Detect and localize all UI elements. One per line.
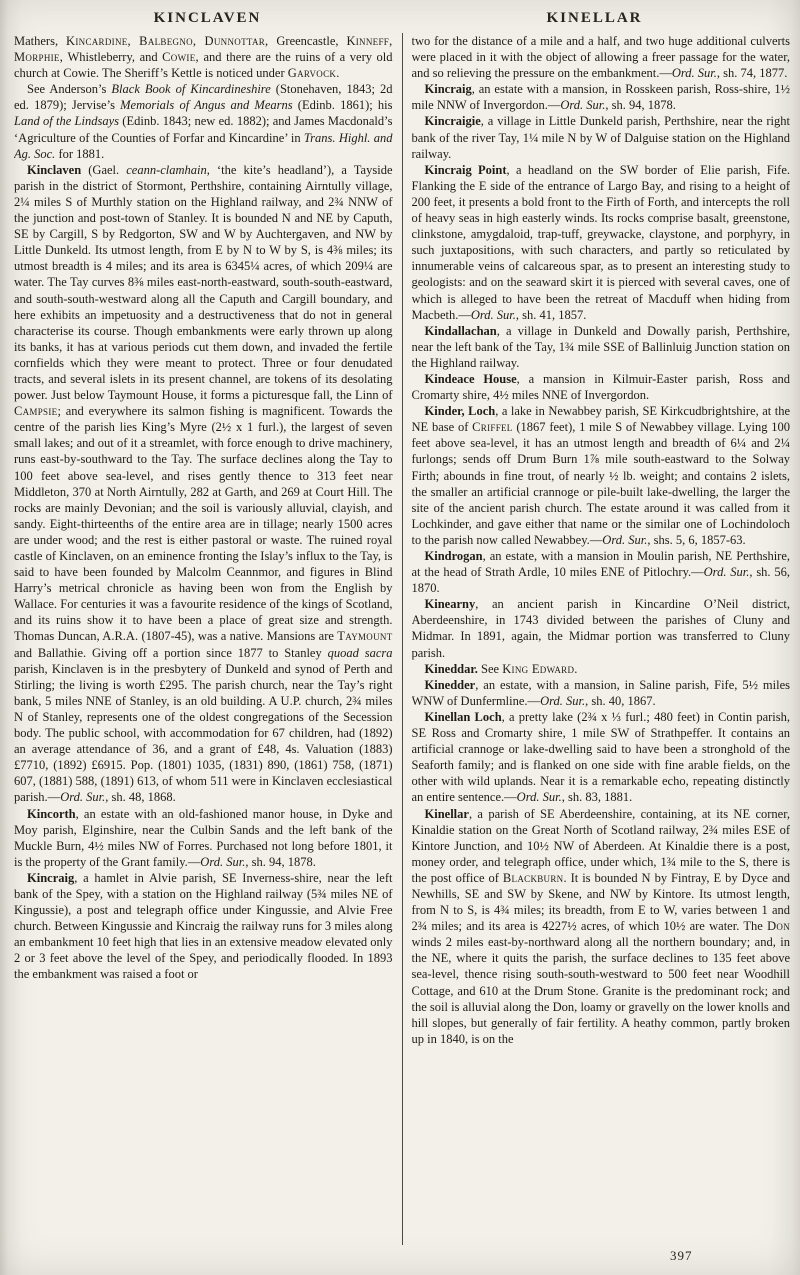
- column-left: [14, 33, 393, 1245]
- text-run: parish, Kinclaven is in the presbytery of Dunkeld and synod of Perth and Stirling; the living is worth £295. The parish church, near the Tay’s right bank, 5 miles NNE of Stanley, is an old building. A U.P. church, 2¾ miles N of Stanley, represents one of the oldest congregations of the Secession body. The public school, with accommodation for 67 children, had (1892) an average attendance of 36, and a grant of £48, 4s. Valuation (1883) £7710, (1892) £6915. Pop. (1801) 1035, (1831) 890, (1861) 758, (1871) 607, (1881) 588, (1891) 613, of whom 511 were in Kinclaven ecclesiastical parish.—: [14, 661, 393, 805]
- text-run: for 1881.: [55, 146, 105, 161]
- text-run: (Edinb. 1861); his: [292, 98, 393, 113]
- paragraph: [412, 661, 791, 677]
- entry-headword: Kinder, Loch: [424, 404, 496, 419]
- text-run: , an estate with an old-fashioned manor house, in Dyke and Moy parish, Elginshire, near the Culbin Sands and the left bank of the Muckle Burn, 4½ miles NW of Forres. Purchased not long before 1801, it is the property of the Grant family.—: [14, 806, 393, 869]
- text-run: , a pretty lake (2¾ x ⅓ furl.; 480 feet) in Contin parish, SE Ross and Cromarty shire, 1 mile SW of Strathpeffer. It contains an artificial crannoge or lake-dwelling said to have been a stronghold of the Seaforth family; and is flanked on one side with fine arable fields, on the other with wild uplands. Near it is a remarkable echo, repeating distinctly an entire sentence.—: [411, 709, 790, 805]
- paragraph: [412, 403, 791, 548]
- text-run: See: [477, 661, 503, 676]
- text-run: Trans. Highl. and Ag. Soc.: [14, 130, 393, 161]
- text-run: , an estate with a mansion, in Rosskeen parish, Ross-shire, 1½ mile NNW of Invergordon.—: [411, 82, 790, 113]
- text-run: .: [574, 661, 578, 676]
- text-run: , an ancient parish in Kincardine O’Neil district, Aberdeenshire, in 1743 divided between the parishes of Cluny and Midmar. In 1891, again, the Midmar portion was transferred to Cluny parish.: [411, 597, 790, 660]
- text-run: (1867 feet), 1 mile S of Newabbey village. Lying 100 feet above sea-level, it has an utmost length and breadth of 6¼ and 2¼ furlongs; sends off Drum Burn 1⅞ mile south-eastward to the Solway Firth; abounds in fine trout, of nearly ½ lb. weight; and contains 2 islets, the smaller an artificial crannoge or pile-built lake-dwelling, the larger the site of the ancient parish church. The estate around it was called from it Lochkinder, and gave either that name or the similar one of Lochindoloch to the parish now called Newabbey.—: [411, 420, 790, 547]
- left-running-head: KINCLAVEN: [153, 10, 262, 26]
- text-run: quoad sacra: [327, 645, 393, 660]
- text-run: ; and everywhere its salmon fishing is magnificent. Towards the centre of the parish lies King’s Myre (2½ x 1 furl.), the largest of seven small lakes; and out of it a streamlet, with force enough to drive machinery, runs east-by-southward to the Tay. The surface declines along the Tay to 100 feet above sea-level, and rises gently thence to 313 feet near Middleton, 370 at North Airntully, 282 at Garth, and 269 at Court Hill. The rocks are mainly Devonian; and the soil is variously alluvial, clayish, and sandy. Eight-thirteenths of the entire area are in tillage; nearly 1500 acres are under wood; and the rest is either pastoral or waste. The ruined royal castle of Kinclaven, on an eminence fronting the Islay’s influx to the Tay, is said to have been founded by Malcolm Ceannmor, and figures in Blind Harry’s metrical chronicle as having been won from the English by Wallace. For centuries it was a favourite residence of the kings of Scotland, and its ruins show it to have been a place of great size and strength. Thomas Duncan, A.R.A. (1807-45), was a native. Mansions are: [14, 404, 393, 644]
- text-run: , ‘the kite’s headland’), a Tayside parish in the district of Stormont, Perthshire, containing Airntully village, 2¼ miles S of Murthly station on the Highland railway, and 2¾ NNW of the junction and post-town of Stanley. It is bounded N and NE by Caputh, SE by Cargill, S by Redgorton, SW and W by Auchtergaven, and NW by Little Dunkeld. Its utmost length, from E by N to W by S, is 4⅜ miles; its utmost breadth is 4 miles; and its area is 6345¼ acres, of which 209¼ are water. The Tay curves 8⅜ miles east-north-eastward, south-south-eastward, and south-south-westward along all the Caputh and Cargill boundary, and here exhibits an impetuosity and a destructiveness that do not in general characterise its course. Though embankments were early thrown up along its banks, it has at various periods cut them down, and invaded the fertile cornfields which they were meant to protect. Three or four denudated tracts, and several islets in its present channel, are tokens of its desolating power. Just below Taymount House, it forms a picturesque fall, the Linn of: [14, 162, 393, 403]
- paragraph: [412, 677, 791, 709]
- running-heads: [0, 0, 800, 31]
- text-run: (Edinb. 1843; new ed. 1882); and James Macdonald’s ‘Agriculture of the Counties of Forfar and Kincardine’ in: [14, 114, 393, 145]
- cross-reference: Blackburn: [502, 870, 564, 885]
- text-run: Ord. Sur.: [540, 693, 586, 708]
- text-run: (Stonehaven, 1843; 2d ed. 1879); Jervise’s: [14, 82, 393, 113]
- text-run: , an estate, with a mansion in Moulin parish, NE Perthshire, at the head of Strath Ardle, 10 miles ENE of Pitlochry.—: [411, 549, 790, 580]
- text-run: , shs. 5, 6, 1857-63.: [647, 532, 746, 547]
- cross-reference: Criffel: [472, 420, 513, 435]
- text-run: Ord. Sur.: [200, 854, 246, 869]
- text-run: , a headland on the SW border of Elie parish, Fife. Flanking the E side of the entrance of Largo Bay, and rising to a height of 200 feet, it presents a bold front to the Firth of Forth, and intercepts the roll of heavy seas in high easterly winds. Its rocks comprise basalt, greenstone, clinkstone, amygdaloid, trap-tuff, greywacke, claystone, and porphyry, in such juxtapositions, with such characters, and partly so reticulated by innumerable veins of calcareous spar, as to present an interesting study to geologists: and on the seaward skirt it is pierced with several caves, one of which is alleged to have been the retreat of Macduff when hiding from Macbeth.—: [411, 162, 790, 322]
- text-run: Ord. Sur.: [671, 66, 717, 81]
- paragraph: [412, 371, 791, 403]
- text-run: ceann-clamhain: [126, 162, 207, 177]
- text-run: , sh. 41, 1857.: [515, 307, 587, 322]
- paragraph: [412, 806, 791, 1047]
- cross-reference: Taymount: [337, 629, 393, 644]
- paragraph: [412, 548, 791, 596]
- text-run: Memorials of Angus and Mearns: [120, 98, 293, 113]
- entry-headword: Kincraig: [424, 82, 472, 97]
- cross-reference: Kinneff, Morphie,: [14, 34, 393, 65]
- text-run: Land of the Lindsays: [14, 114, 120, 129]
- text-run: winds 2 miles east-by-northward along all the northern boundary; and, in the NE, where it quits the parish, the surface declines to 135 feet above sea-level, thence rising south-south-westward to 500 feet near Woodhill Cottage, and 610 at the Drum Stone. Granite is the predominant rock; and the soil is alluvial along the Don, loamy or gravelly on the lower knolls and hill slopes, but generally of fair fertility. A heathy common, partly broken up in 1840, is on the: [411, 935, 790, 1046]
- text-run: Ord. Sur.: [470, 307, 516, 322]
- entry-headword: Kinellan Loch: [424, 709, 502, 724]
- cross-reference: Garvock.: [287, 66, 340, 81]
- text-run: Greencastle,: [268, 34, 347, 48]
- text-run: and Ballathie. Giving off a portion since 1877 to Stanley: [14, 645, 328, 660]
- paragraph: [412, 162, 791, 323]
- text-run: , a mansion in Kilmuir-Easter parish, Ross and Cromarty shire, 4½ miles NNE of Invergordon.: [411, 371, 790, 403]
- entry-headword: Kineddar.: [424, 661, 478, 676]
- text-run: , a village in Little Dunkeld parish, Perthshire, near the right bank of the river Tay, 1¼ mile N by W of Dalguise station on the Highland railway.: [411, 114, 790, 161]
- text-columns: [0, 31, 800, 1245]
- entry-headword: Kinclaven: [27, 162, 82, 177]
- text-run: , sh. 74, 1877.: [716, 66, 788, 81]
- entry-headword: Kincraig Point: [424, 162, 507, 177]
- text-run: , a parish of SE Aberdeenshire, containing, at its NE corner, Kinaldie station on the Great North of Scotland railway, 2¾ miles ESE of Kintore Junction, and 10½ NW of Aberdeen. At Kinaldie there is a post, money order, and telegraph office, under which, 1¾ mile to the S, there is the post office of: [411, 806, 790, 885]
- paragraph: [14, 33, 393, 81]
- text-run: , sh. 40, 1867.: [585, 693, 656, 708]
- text-run: , sh. 83, 1881.: [561, 790, 633, 805]
- paragraph: [14, 870, 393, 983]
- paragraph: [14, 162, 393, 806]
- text-run: . It is bounded N by Fintray, E by Dyce and Newhills, SE and SW by Skene, and NW by Kintore. Its utmost length, from N to S, is 4¾ miles; its breadth, from E to W, varies between 1 and 2¾ miles; and its area is 4227½ acres, of which 10½ are water. The: [411, 870, 790, 934]
- text-run: , sh. 94, 1878.: [605, 98, 676, 113]
- paragraph: [412, 596, 791, 660]
- text-run: Black Book of Kincardineshire: [111, 82, 271, 97]
- text-run: , sh. 94, 1878.: [245, 854, 316, 869]
- text-run: and there are the ruins of a very old church at Cowie. The Sheriff’s Kettle is noticed under: [14, 50, 393, 81]
- entry-headword: Kinedder: [424, 677, 476, 692]
- text-run: Ord. Sur.: [602, 532, 648, 547]
- text-run: , sh. 48, 1868.: [105, 790, 176, 805]
- cross-reference: Don: [767, 919, 790, 934]
- column-divider-rule: [402, 33, 403, 1245]
- cross-reference: Cowie,: [162, 50, 199, 65]
- entry-headword: Kincraig: [27, 870, 75, 885]
- text-run: Ord. Sur.: [60, 790, 106, 805]
- entry-headword: Kincraigie: [424, 114, 481, 129]
- cross-reference: Kincardine, Balbegno, Dunnottar,: [66, 34, 269, 48]
- entry-headword: Kinellar: [424, 806, 469, 821]
- text-run: (Gael.: [81, 162, 127, 177]
- text-run: two for the distance of a mile and a half, and two huge additional culverts were placed in it with the object of allowing a freer passage for the water, and so relieving the pressure on the embankment.—: [411, 34, 790, 81]
- entry-headword: Kindeace House: [424, 371, 517, 386]
- text-run: , a lake in Newabbey parish, SE Kirkcudbrightshire, at the NE base of: [411, 404, 790, 435]
- paragraph: [412, 709, 791, 806]
- paragraph: [412, 113, 791, 161]
- text-run: , a hamlet in Alvie parish, SE Inverness-shire, near the left bank of the Spey, with a station on the Highland railway (5¾ miles NE of Kingussie), a post and telegraph office under Kingussie, and Alvie Free church. Between Kingussie and Kincraig the railway runs for 3 miles along an embankment 10 feet high that lies in an extensive meadow elevated only 2 or 3 feet above the level of the Spey, and periodically flooded. In 1893 the embankment was raised a foot or: [14, 870, 393, 982]
- text-run: , a village in Dunkeld and Dowally parish, Perthshire, near the left bank of the Tay, 1¾ mile SSE of Ballinluig Junction station on the Highland railway.: [411, 323, 790, 370]
- entry-headword: Kindrogan: [424, 549, 483, 563]
- paragraph: [14, 81, 393, 161]
- text-run: , sh. 56, 1870.: [411, 565, 790, 596]
- page-number: 397: [670, 1248, 693, 1263]
- paragraph: [412, 33, 791, 81]
- cross-reference: Campsie: [14, 404, 58, 419]
- entry-headword: Kinearny: [424, 597, 476, 612]
- entry-headword: Kincorth: [27, 806, 76, 821]
- right-running-head: KINELLAR: [546, 10, 643, 26]
- text-run: Mathers,: [14, 34, 67, 48]
- column-left-text: [14, 33, 393, 983]
- text-run: Whistleberry, and: [63, 50, 163, 65]
- text-run: See Anderson’s: [27, 82, 112, 97]
- paragraph: [412, 81, 791, 113]
- text-run: Ord. Sur.: [560, 98, 606, 113]
- paragraph: [412, 323, 791, 371]
- column-right: [412, 33, 791, 1245]
- text-run: Ord. Sur.: [703, 565, 750, 580]
- paragraph: [14, 806, 393, 870]
- cross-reference: King Edward: [502, 661, 575, 676]
- text-run: Ord. Sur.: [516, 790, 562, 805]
- column-right-text: [412, 33, 791, 1047]
- entry-headword: Kindallachan: [424, 323, 497, 338]
- text-run: , an estate, with a mansion, in Saline parish, Fife, 5½ miles WNW of Dunfermline.—: [411, 677, 790, 708]
